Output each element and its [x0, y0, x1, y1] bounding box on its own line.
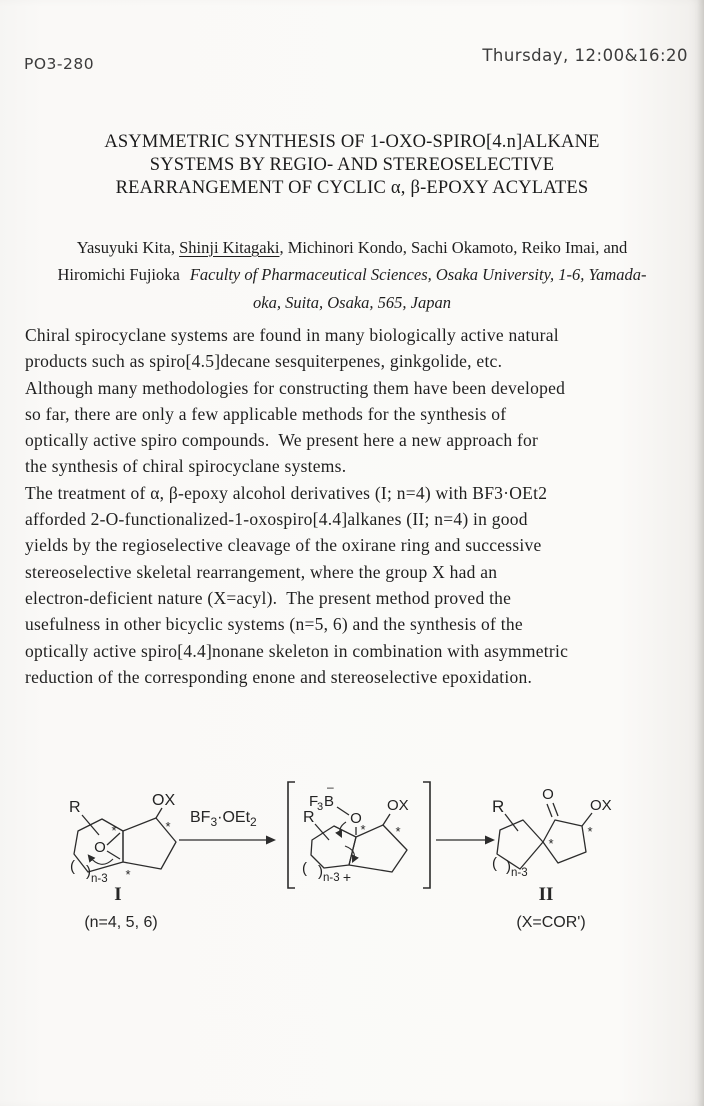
- r-group-label: R: [69, 799, 81, 816]
- ox-group-label: OX: [387, 797, 409, 814]
- ring-paren-open: (: [70, 858, 75, 875]
- stereocenter-asterisk: *: [360, 822, 366, 837]
- ox-group-label: OX: [152, 792, 176, 809]
- reagent-text: ·OEt: [217, 809, 251, 826]
- text-line: yields by the regioselective cleavage of the oxirane ring and successive: [25, 535, 542, 556]
- ring-paren-close: ): [506, 858, 511, 875]
- underlined-author: Shinji Kitagaki: [179, 238, 280, 257]
- author-line-1: [0, 234, 704, 261]
- boron-label: B: [324, 793, 335, 810]
- ring-size-label: n-3: [91, 873, 108, 885]
- ring-size-label: n-3: [323, 872, 340, 884]
- intermediate-drawing: [285, 776, 433, 908]
- reagent-label: [190, 809, 257, 829]
- authors-text: Yasuyuki Kita,: [76, 238, 180, 257]
- reagent-subscript: 3: [210, 815, 218, 830]
- abstract-paragraph-2: [25, 480, 568, 690]
- oxygen-label: O: [350, 810, 362, 827]
- text-line: Although many methodologies for constructing them have been developed: [25, 377, 566, 398]
- reagent-text: BF: [190, 809, 211, 826]
- authors-text: , Michinori Kondo, Sachi Okamoto, Reiko Imai, and: [279, 238, 628, 257]
- author-name: Hiromichi Fujioka: [57, 265, 180, 285]
- text-line: The treatment of α, β-epoxy alcohol derivatives (I; n=4) with BF3·OEt2: [25, 482, 548, 503]
- abstract-paragraph-1: [25, 322, 568, 480]
- text-line: usefulness in other bicyclic systems (n=5, 6) and the synthesis of the: [25, 614, 523, 635]
- text-line: reduction of the corresponding enone and stereoselective epoxidation.: [25, 666, 533, 687]
- text-line: SYSTEMS BY REGIO- AND STEREOSELECTIVE: [149, 155, 555, 176]
- stereocenter-asterisk: *: [548, 836, 554, 851]
- compound-I-condition: (n=4, 5, 6): [84, 914, 158, 931]
- stereocenter-asterisk: *: [587, 824, 593, 839]
- ring-size-label: n-3: [511, 867, 528, 879]
- structure-II-drawing: [480, 781, 675, 903]
- text-line: optically active spiro[4.4]nonane skeleton in combination with asymmetric: [25, 640, 569, 661]
- bf3-subscript: 3: [317, 801, 324, 813]
- r-group-label: R: [492, 797, 505, 816]
- ketone-oxygen-label: O: [542, 786, 554, 803]
- text-line: ASYMMETRIC SYNTHESIS OF 1-OXO-SPIRO[4.n]ALKANE: [104, 132, 600, 152]
- text-line: stereoselective skeletal rearrangement, where the group X had an: [25, 561, 498, 582]
- text-line: REARRANGEMENT OF CYCLIC α, β-EPOXY ACYLATES: [115, 178, 589, 199]
- positive-charge: +: [342, 869, 352, 885]
- reaction-arrow-1: [178, 832, 278, 848]
- stereocenter-asterisk: *: [165, 819, 171, 834]
- stereocenter-asterisk: *: [395, 824, 401, 839]
- text-line: products such as spiro[4.5]decane sesquiterpenes, ginkgolide, etc.: [25, 351, 503, 372]
- r-group-label: R: [303, 809, 315, 826]
- text-line: the synthesis of chiral spirocyclane systems.: [25, 456, 347, 477]
- affiliation-line-2: oka, Suita, Osaka, 565, Japan: [253, 292, 451, 312]
- abstract-text: [25, 322, 568, 690]
- ring-paren-close: ): [318, 863, 323, 880]
- text-line: optically active spiro compounds. We present here a new approach for: [25, 430, 539, 451]
- reagent-subscript: 2: [250, 815, 257, 830]
- ring-paren-open: (: [492, 855, 497, 872]
- ring-paren-open: (: [302, 860, 307, 877]
- epoxide-oxygen-label: O: [94, 839, 106, 856]
- paper-title: [0, 131, 704, 201]
- text-line: Chiral spirocyclane systems are found in many biologically active natural: [25, 325, 559, 345]
- ring-paren-close: ): [86, 863, 91, 880]
- compound-II-condition: (X=COR'): [516, 914, 586, 931]
- text-line: afforded 2-O-functionalized-1-oxospiro[4.4]alkanes (II; n=4) in good: [25, 509, 528, 530]
- session-time: Thursday, 12:00&16:20: [482, 46, 688, 65]
- author-line-2: [0, 261, 704, 288]
- negative-charge: –: [327, 780, 334, 794]
- stereocenter-asterisk: *: [111, 823, 117, 838]
- bf3-fluorine-label: F: [309, 793, 319, 810]
- authors-block: [0, 234, 704, 316]
- affiliation-line-1: Faculty of Pharmaceutical Sciences, Osaka University, 1-6, Yamada-: [189, 265, 647, 285]
- stereocenter-asterisk: *: [125, 867, 131, 882]
- text-line: so far, there are only a few applicable methods for the synthesis of: [25, 403, 507, 424]
- ox-group-label: OX: [590, 797, 612, 814]
- text-line: electron-deficient nature (X=acyl). The present method proved the: [25, 587, 512, 608]
- compound-II-label: II: [538, 884, 554, 905]
- session-code: PO3-280: [24, 55, 95, 73]
- compound-I-label: I: [114, 884, 122, 905]
